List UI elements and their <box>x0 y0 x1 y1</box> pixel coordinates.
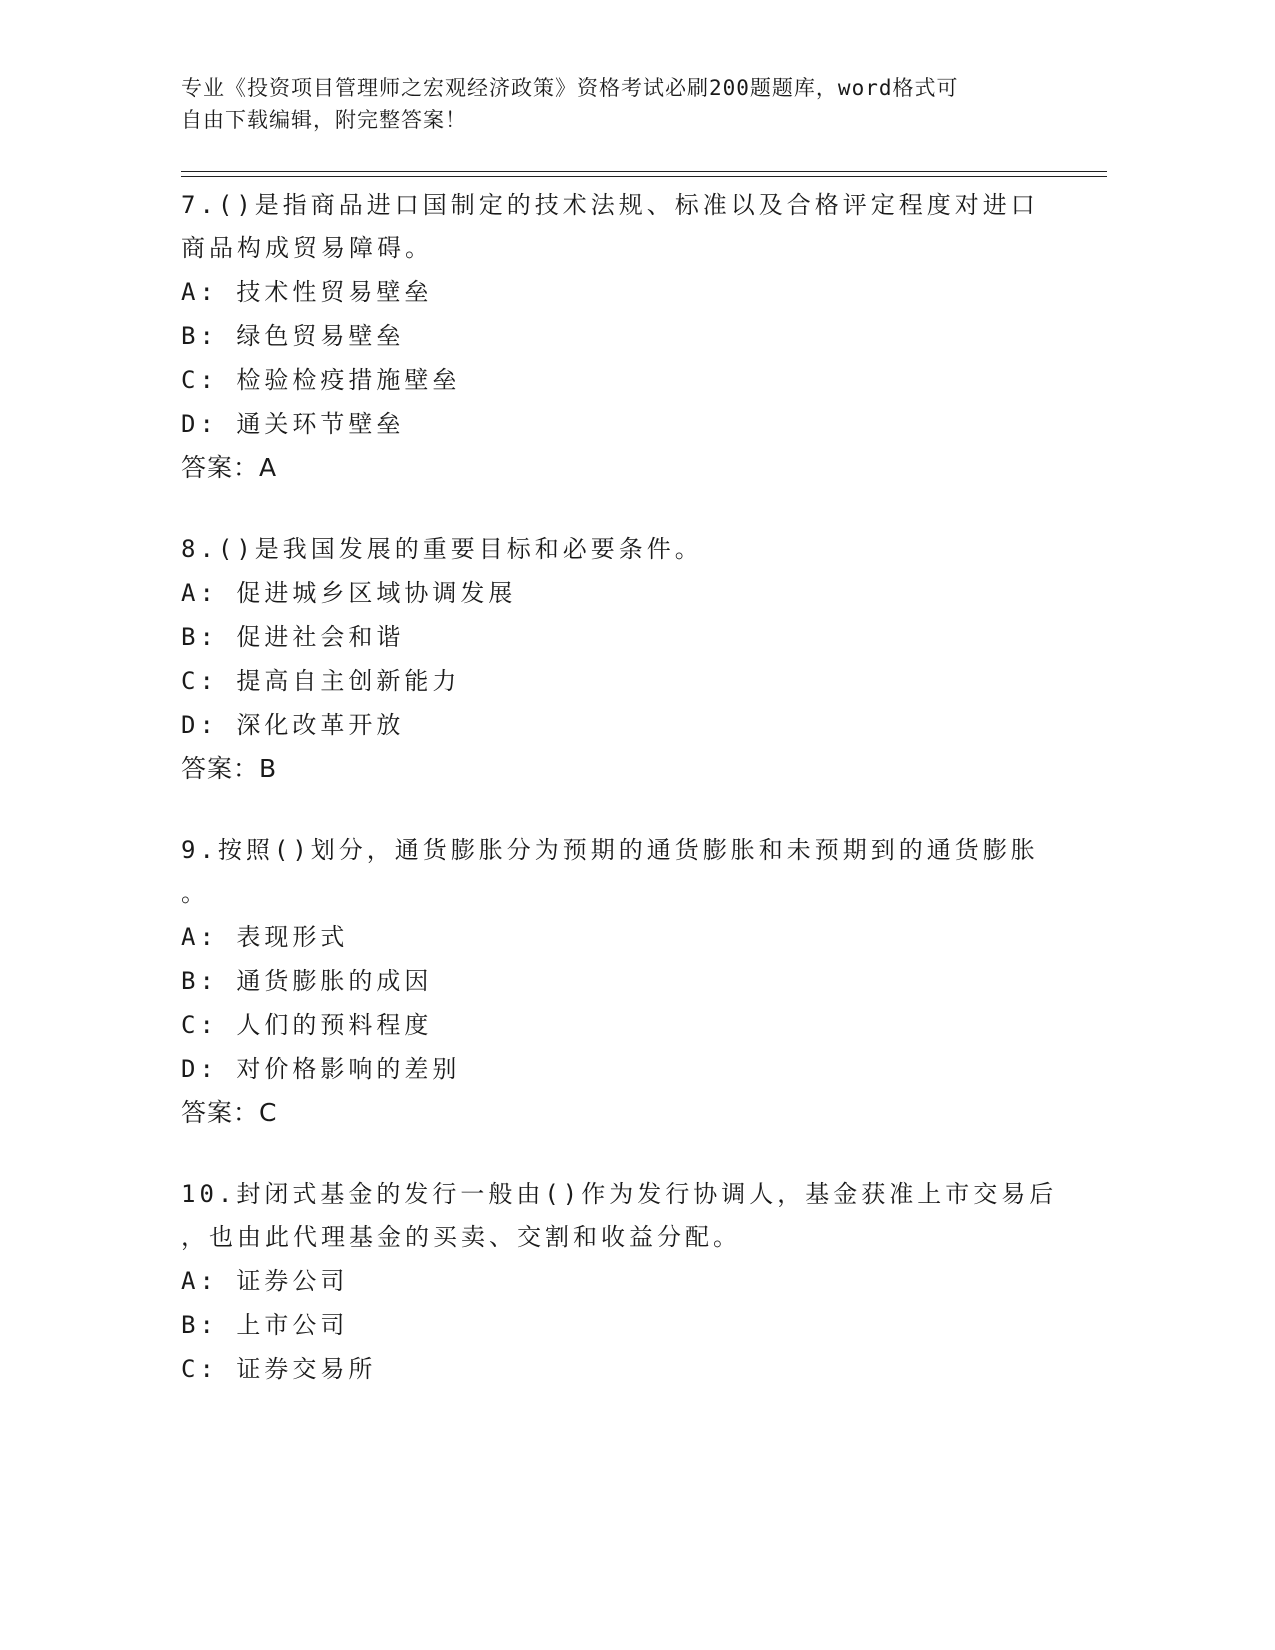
option-d: D: 深化改革开放 <box>181 711 405 739</box>
option-c: C: 证券交易所 <box>181 1355 377 1383</box>
option-c: C: 提高自主创新能力 <box>181 667 461 695</box>
header-divider-top <box>181 171 1107 172</box>
question-list <box>181 184 1081 1429</box>
question-stem-line: 10.封闭式基金的发行一般由()作为发行协调人，基金获准上市交易后 <box>181 1180 1058 1208</box>
option-b: B: 上市公司 <box>181 1311 349 1339</box>
option-a: A: 证券公司 <box>181 1267 349 1295</box>
option-c: C: 人们的预料程度 <box>181 1011 433 1039</box>
question-stem-line: 7.()是指商品进口国制定的技术法规、标准以及合格评定程度对进口 <box>181 191 1039 219</box>
question-stem-line: 9.按照()划分，通货膨胀分为预期的通货膨胀和未预期到的通货膨胀 <box>181 836 1039 864</box>
header-divider-bottom <box>181 176 1107 177</box>
question-8 <box>181 528 1081 791</box>
question-10 <box>181 1173 1081 1391</box>
header-line-1: 专业《投资项目管理师之宏观经济政策》资格考试必刷200题题库，word格式可 <box>181 76 959 100</box>
document-header <box>181 72 1041 136</box>
answer-line: 答案：A <box>181 453 278 482</box>
option-c: C: 检验检疫措施壁垒 <box>181 366 461 394</box>
answer-line: 答案：B <box>181 754 278 783</box>
answer-line: 答案：C <box>181 1098 278 1127</box>
option-d: D: 对价格影响的差别 <box>181 1055 461 1083</box>
question-stem-line: 。 <box>181 879 209 907</box>
question-stem-line: 8.()是我国发展的重要目标和必要条件。 <box>181 535 703 563</box>
question-stem-line: ，也由此代理基金的买卖、交割和收益分配。 <box>181 1223 741 1251</box>
option-b: B: 促进社会和谐 <box>181 623 405 651</box>
option-a: A: 促进城乡区域协调发展 <box>181 579 517 607</box>
option-b: B: 绿色贸易壁垒 <box>181 322 405 350</box>
option-b: B: 通货膨胀的成因 <box>181 967 433 995</box>
option-a: A: 技术性贸易壁垒 <box>181 278 433 306</box>
question-7 <box>181 184 1081 490</box>
question-9 <box>181 829 1081 1135</box>
header-line-2: 自由下载编辑，附完整答案！ <box>181 108 467 132</box>
option-d: D: 通关环节壁垒 <box>181 410 405 438</box>
question-stem-line: 商品构成贸易障碍。 <box>181 234 433 262</box>
option-a: A: 表现形式 <box>181 923 349 951</box>
